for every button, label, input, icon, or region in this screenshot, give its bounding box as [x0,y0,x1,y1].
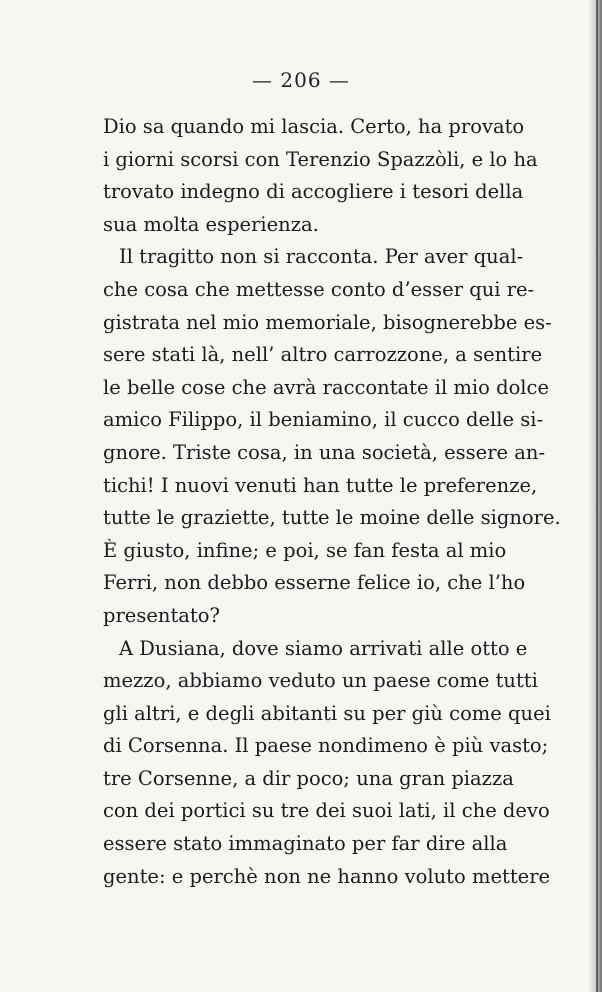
text-line: Dio sa quando mi lascia. Certo, ha provato [103,115,525,138]
text-line: presentato? [103,603,220,627]
text-line: mezzo, abbiamo veduto un paese come tutti [103,669,538,693]
text-line: tutte le graziette, tutte le moine delle signore. [103,506,561,530]
text-line: Ferri, non debbo esserne felice io, che l’ho [103,571,526,595]
text-line: È giusto, infine; e poi, se fan festa al mio [103,538,507,562]
text-line: con dei portici su tre dei suoi lati, il che devo [103,799,550,823]
text-line: A Dusiana, dove siamo arrivati alle otto e [119,636,528,660]
page-edge-line [596,0,598,992]
text-line: gente: e perchè non ne hanno voluto mettere [103,864,551,888]
page-number: — 206 — [252,68,350,92]
text-line: trovato indegno di accogliere i tesori della [103,180,524,204]
text-line: sere stati là, nell’ altro carrozzone, a sentire [103,343,543,367]
text-line: essere stato immaginato per far dire alla [103,832,508,856]
text-line: di Corsenna. Il paese nondimeno è più vasto; [103,734,549,758]
text-line: le belle cose che avrà raccontate il mio dolce [103,375,550,399]
text-line: gnore. Triste cosa, in una società, essere an- [103,440,546,464]
text-line: gli altri, e degli abitanti su per giù come quei [103,701,551,725]
text-line: Il tragitto non si racconta. Per aver qual- [119,245,524,269]
text-line: gistrata nel mio memoriale, bisognerebbe es- [103,310,552,334]
text-line: che cosa che mettesse conto d’esser qui re- [103,277,535,301]
body-text [103,111,561,893]
text-line: i giorni scorsi con Terenzio Spazzòli, e lo ha [103,147,538,171]
page-edge-shadow [588,0,602,992]
text-line: tichi! I nuovi venuti han tutte le preferenze, [103,473,538,497]
text-line: amico Filippo, il beniamino, il cucco delle si- [103,408,544,432]
text-line: sua molta esperienza. [103,212,319,236]
text-line: tre Corsenne, a dir poco; una gran piazza [103,766,514,790]
